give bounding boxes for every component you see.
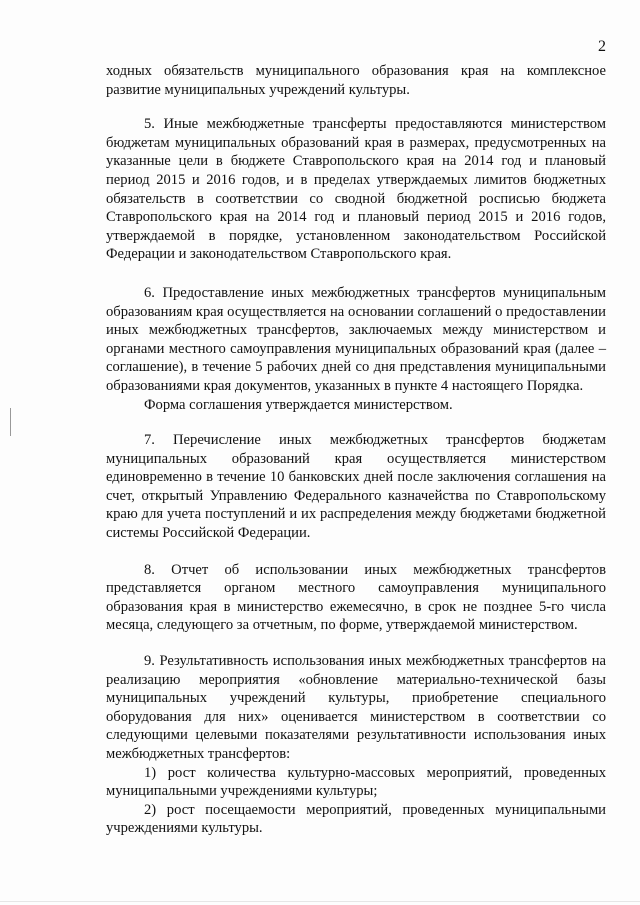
page-number: 2	[598, 38, 606, 55]
paragraph-6-form-note: Форма соглашения утверждается министерством.	[144, 396, 453, 413]
paragraph-8: 8. Отчет об использовании иных межбюджетных трансфертов представляется органом местного самоуправления муниципального образования края в министерство ежемесячно, в срок не позднее 5-го числа месяца, следующего за отчетным, по форме, утверждаемой министерством.	[106, 561, 606, 634]
paragraph-9: 9. Результативность использования иных межбюджетных трансфертов на реализацию мероприятия «обновление материально-технической базы муниципальных учреждений культуры, приобретение специального оборудования для них» оценивается министерством в соответствии со следующими целевыми показателями результативности использования иных межбюджетных трансфертов:	[106, 653, 606, 762]
scan-margin-mark	[10, 408, 11, 436]
paragraph-5: 5. Иные межбюджетные трансферты предоставляются министерством бюджетам муниципальных образований края в размерах, предусмотренных на указанные цели в бюджете Ставропольского края на 2014 год и плановый период 2015 и 2016 годов, и в пределах утверждаемых лимитов бюджетных обязательств в соответствии со сводной бюджетной росписью бюджета Ставропольского края на 2014 год и плановый период 2015 и 2016 годов, утверждаемой в порядке, установленном законодательством Российской Федерации и законодательством Ставропольского края.	[106, 116, 606, 263]
paragraph-7: 7. Перечисление иных межбюджетных трансфертов бюджетам муниципальных образований края осуществляется министерством единовременно в течение 10 банковских дней после заключения соглашения на счет, открытый Управлению Федерального казначейства по Ставропольскому краю для учета поступлений и их распределения между бюджетами бюджетной системы Российской Федерации.	[106, 432, 606, 542]
paragraph-continuation: ходных обязательств муниципального образования края на комплексное развитие муниципальных учреждений культуры.	[106, 63, 606, 98]
document-body	[106, 62, 606, 838]
paragraph-6: 6. Предоставление иных межбюджетных трансфертов муниципальным образованиям края осуществляется на основании соглашений о предоставлении иных межбюджетных трансфертов, заключаемых между министерством и органами местного самоуправления муниципальных образований края (далее – соглашение), в течение 5 рабочих дней со дня представления муниципальными образованиями края документов, указанных в пункте 4 настоящего Порядка.	[106, 284, 606, 394]
paragraph-9-item-2: 2) рост посещаемости мероприятий, проведенных муниципальными учреждениями культуры.	[106, 801, 606, 837]
paragraph-9-item-1: 1) рост количества культурно-массовых мероприятий, проведенных муниципальными учреждениями культуры;	[106, 764, 606, 800]
scan-bottom-edge	[0, 901, 640, 902]
